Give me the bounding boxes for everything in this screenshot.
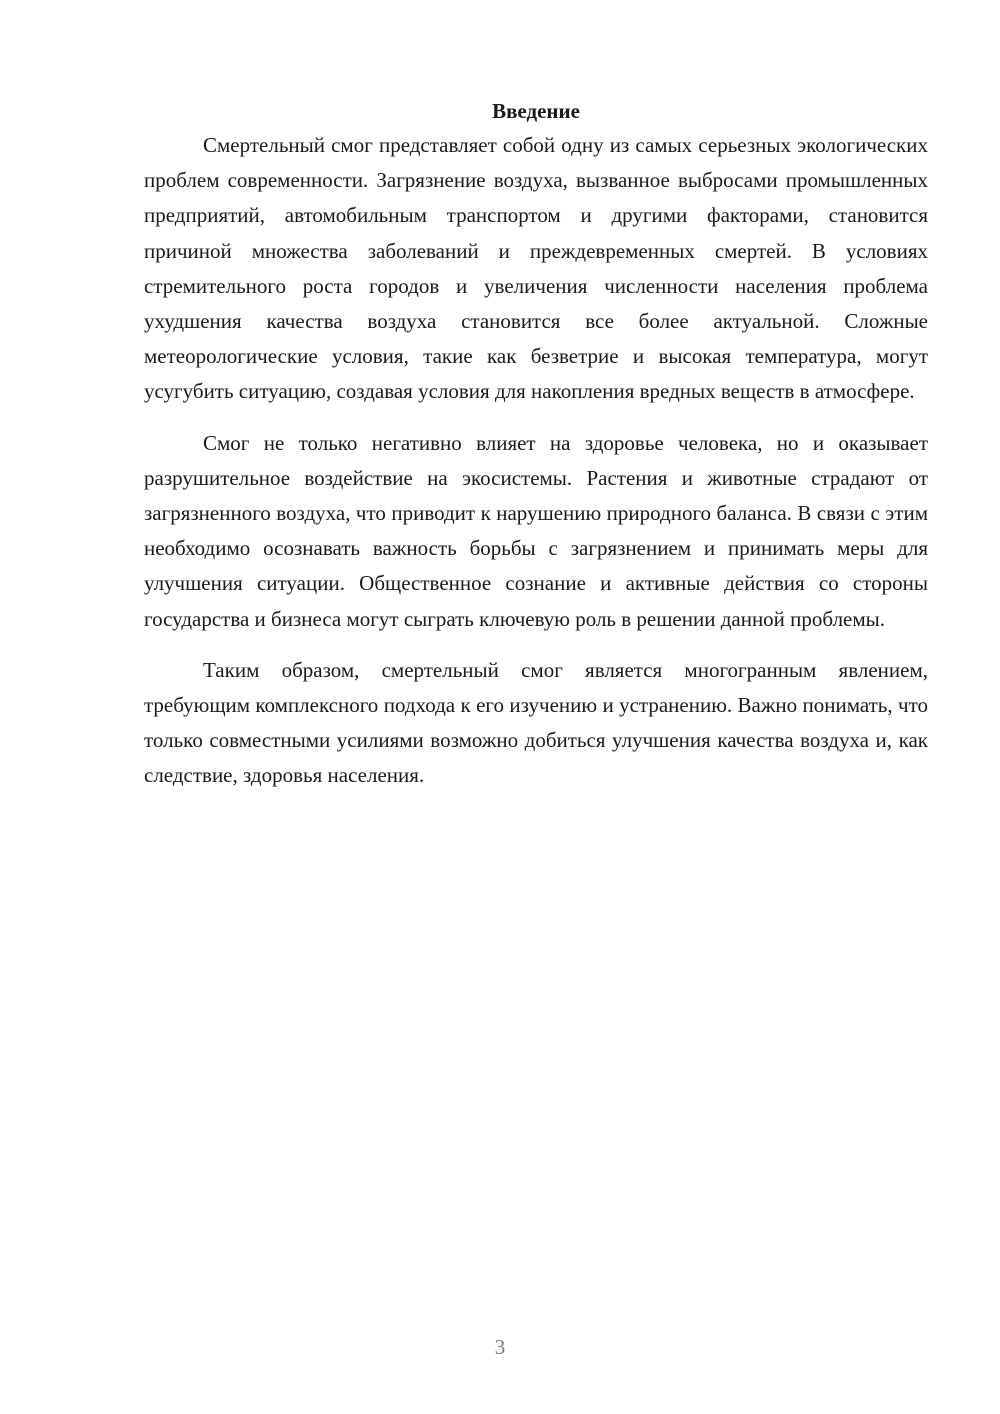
page-content <box>144 96 928 794</box>
paragraph-2: Смог не только негативно влияет на здоровье человека, но и оказывает разрушительное воздействие на экосистемы. Растения и животные страдают от загрязненного воздуха, что приводит к нарушению природного баланса. В связи с этим необходимо осознавать важность борьбы с загрязнением и принимать меры для улучшения ситуации. Общественное сознание и активные действия со стороны государства и бизнеса могут сыграть ключевую роль в решении данной проблемы. <box>144 430 928 631</box>
section-title: Введение <box>492 99 580 123</box>
paragraph-1: Смертельный смог представляет собой одну из самых серьезных экологических проблем современности. Загрязнение воздуха, вызванное выбросами промышленных предприятий, автомобильным транспортом и другими факторами, становится причиной множества заболеваний и преждевременных смертей. В условиях стремительного роста городов и увеличения численности населения проблема ухудшения качества воздуха становится все более актуальной. Сложные метеорологические условия, такие как безветрие и высокая температура, могут усугубить ситуацию, создавая условия для накопления вредных веществ в атмосфере. <box>144 133 928 404</box>
page-number: 3 <box>494 1335 506 1359</box>
paragraph-3: Таким образом, смертельный смог является многогранным явлением, требующим комплексного подхода к его изучению и устранению. Важно понимать, что только совместными усилиями возможно добиться улучшения качества воздуха и, как следствие, здоровья населения. <box>144 657 928 788</box>
